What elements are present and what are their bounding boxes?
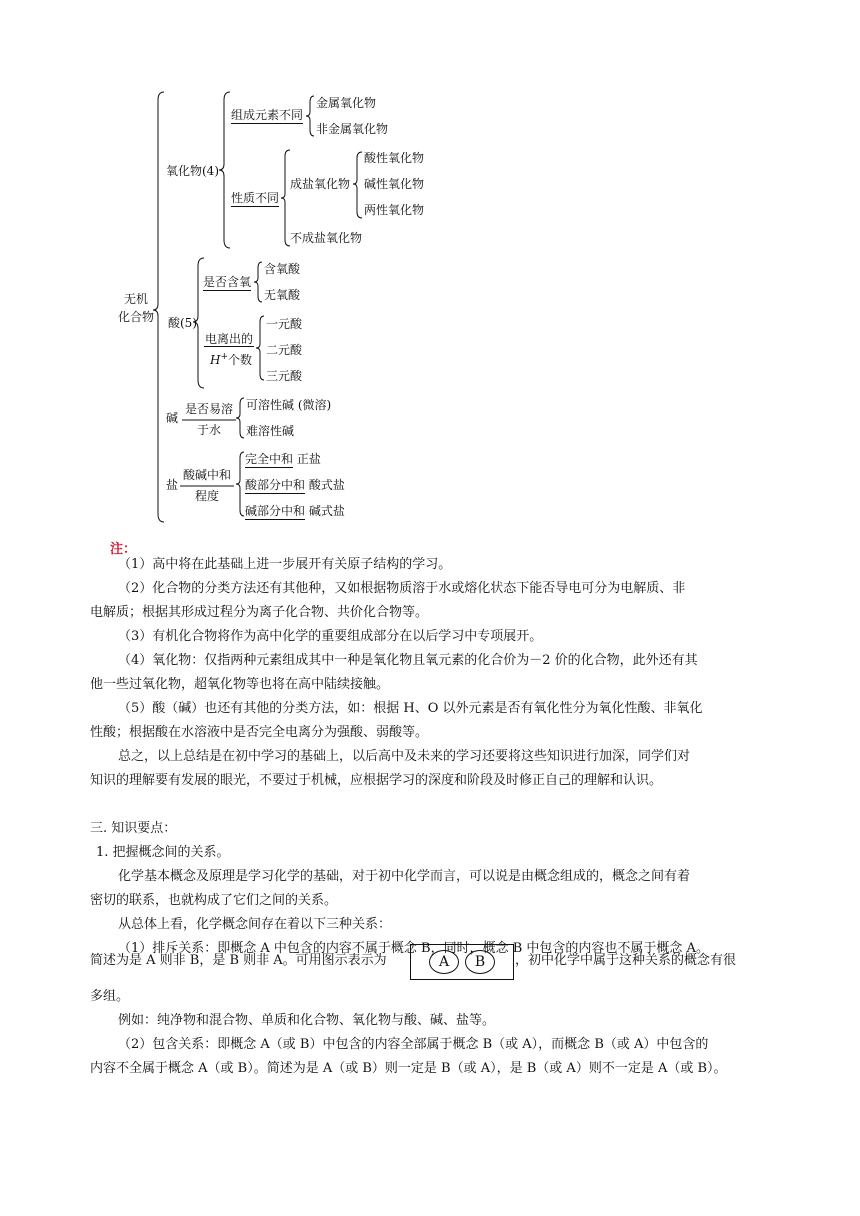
basic-salt-name: 碱式盐 — [305, 504, 345, 518]
h-plus: + — [220, 352, 228, 362]
root-label: 无机 化合物 — [118, 292, 155, 324]
section-3-heading: 三. 知识要点： — [90, 821, 177, 836]
non-salt-forming-oxide: 不成盐氧化物 — [290, 231, 363, 245]
exclusion-diagram — [410, 944, 514, 980]
monoprotic-acid: 一元酸 — [266, 317, 303, 331]
oxide-by-property: 性质不同 — [231, 191, 280, 205]
composition-brace — [306, 96, 314, 136]
para-4a: 简述为是 A 则非 B，是 B 则非 A。可用图示表示为 — [90, 953, 387, 968]
note-4b: 他一些过氧化物，超氧化物等也将在高中陆续接触。 — [90, 677, 390, 692]
salt-forming-oxide: 成盐氧化物 — [290, 177, 351, 191]
basic-oxide: 碱性氧化物 — [364, 177, 425, 191]
summary-2: 知识的理解要有发展的眼光，不要过于机械，应根据学习的深度和阶段及时修正自己的理解和认识。 — [90, 773, 663, 788]
notes-title: 注： — [110, 542, 137, 557]
acid-partial-neutralization: 酸部分中和 — [245, 478, 306, 492]
soluble-base: 可溶性碱 (微溶) — [246, 398, 332, 412]
oxyacid: 含氧酸 — [264, 262, 301, 276]
normal-salt-name: 正盐 — [293, 452, 321, 466]
salt-criterion-bottom: 程度 — [194, 489, 219, 503]
para-3: （1）排斥关系：即概念 A 中包含的内容不属于概念 B，同时，概念 B 中包含的内容也不属于概念 A。 — [118, 941, 709, 956]
acid-salt-name: 酸式盐 — [305, 478, 345, 492]
summary-1: 总之，以上总结是在初中学习的基础上，以后高中及未来的学习还要将这些知识进行加深，同学们对 — [118, 749, 691, 764]
note-4a: （4）氧化物：仅指两种元素组成其中一种是氧化物且氧元素的化合价为－2 价的化合物，此外还有其 — [118, 653, 698, 668]
count-text: 个数 — [228, 353, 253, 367]
metal-oxide: 金属氧化物 — [316, 96, 377, 110]
salt-brace — [236, 452, 244, 516]
para-4b: ，初中化学中属于这种关系的概念有很 — [515, 953, 737, 968]
circle-b: B — [465, 950, 495, 974]
circle-a: A — [429, 950, 459, 974]
root-brace — [153, 92, 164, 522]
salt-forming-brace — [353, 152, 362, 218]
h-count-brace — [256, 316, 264, 380]
acidic-oxide: 酸性氧化物 — [364, 151, 425, 165]
base-brace — [236, 398, 244, 438]
property-brace — [281, 150, 290, 246]
salt-label: 盐 — [166, 478, 179, 492]
oxide-label: 氧化物(4) — [166, 164, 219, 178]
oxide-by-element: 组成元素不同 — [231, 108, 304, 122]
full-neutralization: 完全中和 — [245, 452, 294, 466]
nonmetal-oxide: 非金属氧化物 — [316, 122, 389, 136]
note-3: （3）有机化合物将作为高中化学的重要组成部分在以后学习中专项展开。 — [118, 629, 543, 644]
base-label: 碱 — [166, 411, 179, 425]
base-criterion-bottom: 于水 — [196, 423, 221, 437]
amphoteric-oxide: 两性氧化物 — [364, 203, 425, 217]
oxygen-brace — [254, 262, 262, 302]
acid-salt — [245, 478, 345, 492]
acid-by-h-bottom — [206, 350, 256, 367]
item-1: 1. 把握概念间的关系。 — [96, 845, 230, 860]
note-2a: （2）化合物的分类方法还有其他种，又如根据物质溶于水或熔化状态下能否导电可分为电解质、非 — [118, 581, 686, 596]
para-5: 例如：纯净物和混合物、单质和化合物、氧化物与酸、碱、盐等。 — [118, 1013, 496, 1028]
para-1b: 密切的联系，也就构成了它们之间的关系。 — [90, 893, 338, 908]
h-symbol: H — [209, 353, 221, 367]
para-2: 从总体上看，化学概念间存在着以下三种关系： — [118, 917, 392, 932]
insoluble-base: 难溶性碱 — [246, 424, 295, 438]
para-1a: 化学基本概念及原理是学习化学的基础，对于初中化学而言，可以说是由概念组成的，概念之间有着 — [118, 869, 691, 884]
classification-braces — [0, 0, 860, 540]
acid-label: 酸(5) — [168, 316, 197, 330]
triprotic-acid: 三元酸 — [266, 369, 303, 383]
acid-by-oxygen: 是否含氧 — [203, 275, 252, 289]
normal-salt — [245, 452, 321, 466]
base-partial-neutralization: 碱部分中和 — [245, 504, 306, 518]
anoxyacid: 无氧酸 — [264, 288, 301, 302]
para-6a: （2）包含关系：即概念 A（或 B）中包含的内容全部属于概念 B（或 A），而概念 B（或 A）中包含的 — [118, 1037, 709, 1052]
salt-criterion-top: 酸碱中和 — [182, 468, 231, 482]
basic-salt — [245, 504, 345, 518]
oxide-brace — [219, 92, 230, 248]
diprotic-acid: 二元酸 — [266, 343, 303, 357]
para-4c: 多组。 — [90, 989, 130, 1004]
base-criterion-top: 是否易溶 — [184, 402, 233, 416]
note-2b: 电解质；根据其形成过程分为离子化合物、共价化合物等。 — [90, 605, 429, 620]
para-6b: 内容不全属于概念 A（或 B）。简述为是 A（或 B）则一定是 B（或 A），是 B（或 A）则不一定是 A（或 B）。 — [90, 1061, 727, 1076]
acid-by-h-top: 电离出的 — [204, 332, 253, 346]
note-5b: 性酸；根据酸在水溶液中是否完全电离分为强酸、弱酸等。 — [90, 725, 429, 740]
note-1: （1）高中将在此基础上进一步展开有关原子结构的学习。 — [118, 557, 452, 572]
note-5a: （5）酸（碱）也还有其他的分类方法，如：根据 H、O 以外元素是否有氧化性分为氧化性酸、非氧化 — [118, 701, 703, 716]
